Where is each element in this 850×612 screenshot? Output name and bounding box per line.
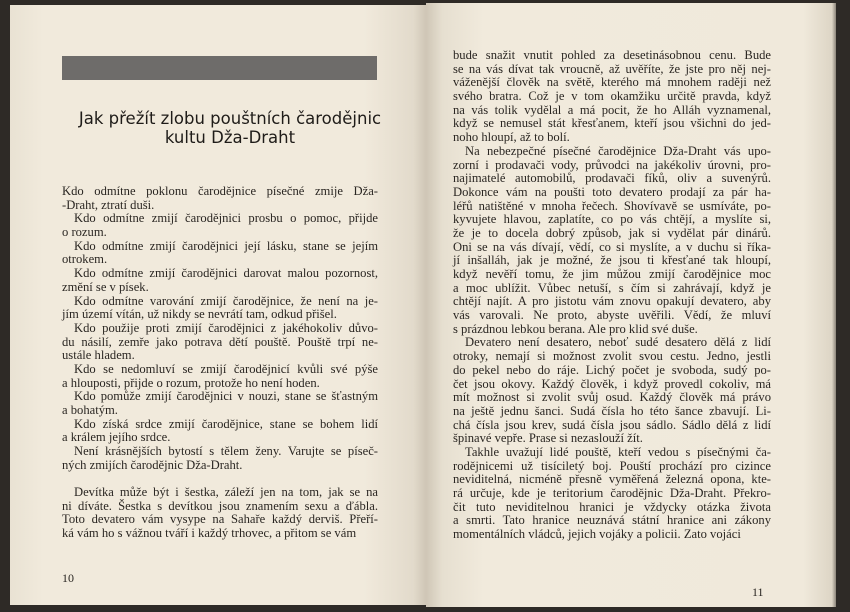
text-line: du násilí, zemře jako potrava dětí pouště. Pouště trpí ne- bbox=[62, 334, 378, 349]
text-line: kyvujete hlavou, zaplatíte, co po vás chtějí, a myslíte si, bbox=[453, 212, 771, 227]
text-line: Dokonce vám na poušti toto devatero prodají za pár ha- bbox=[453, 184, 771, 199]
page-number-right: 11 bbox=[752, 585, 764, 599]
paragraph bbox=[453, 336, 771, 446]
paragraph bbox=[62, 295, 378, 322]
text-line: Kdo odmítne zmijí čarodějnici darovat malou pozornost, bbox=[74, 266, 378, 281]
text-line: neviditelná, nicméně přesně vyměřená železná opona, kte- bbox=[453, 472, 771, 487]
text-line: Kdo odmítne zmijí čarodějnici její lásku, stane se jejím bbox=[74, 238, 378, 253]
text-line: do pekel nebo do ráje. Lichý počet je svoboda, sudý po- bbox=[453, 362, 771, 377]
chapter-title-line: Jak přežít zlobu pouštních čarodějnic bbox=[78, 109, 382, 128]
text-line: Kdo použije proti zmijí čarodějnici z jakéhokoliv důvo- bbox=[74, 320, 378, 335]
text-line: otroky, nemají si možnost zvolit svou cestu. Jedno, jestli bbox=[453, 349, 771, 364]
text-line: když se nemusel stát křesťanem, kteří jsou všichni do jed- bbox=[453, 116, 771, 131]
text-line: bude snažit vnutit pohled za desetinásobnou cenu. Bude bbox=[453, 48, 771, 62]
paragraph bbox=[62, 390, 378, 417]
right-body-text bbox=[453, 49, 771, 542]
text-line: Devatero není desatero, neboť sudé desatero dělá z lidí bbox=[465, 335, 771, 350]
paragraph bbox=[62, 445, 378, 472]
text-line: s prázdnou lebkou berana. Ale pro klid své duše. bbox=[453, 321, 698, 336]
page-number-left: 10 bbox=[62, 571, 74, 585]
text-line: léřů natištěné v mnoha řečech. Shovívavě se usmíváte, po- bbox=[453, 198, 771, 213]
text-line: když nevěří tomu, že jim můžou zmijí čarodějnice moc bbox=[453, 267, 771, 281]
paragraph bbox=[62, 240, 378, 267]
paragraph bbox=[453, 446, 771, 542]
text-line: chá čísla jsou krev, sudá čísla jsou sádlo. Sádlo dělá z lidí bbox=[453, 417, 771, 432]
paragraph bbox=[62, 486, 378, 541]
paragraph bbox=[62, 267, 378, 294]
text-line: najimatelé automobilů, prodavači fíků, oliv a suvenýrů. bbox=[453, 171, 771, 186]
text-line: ká vám ho s vážnou tváří i každý trhovec, a přitom se vám bbox=[62, 526, 357, 541]
text-line: Není krásnějších bytostí s tělem ženy. Varujte se píseč- bbox=[74, 444, 378, 459]
text-line: ných zmijích čarodějnic Dža-Draht. bbox=[62, 457, 243, 472]
text-line: a králem jejího srdce. bbox=[62, 430, 171, 445]
left-body-text-2 bbox=[62, 486, 378, 541]
text-line: na ještě jednu šanci. Sudá čísla ho této šance zbavují. Li- bbox=[453, 403, 771, 418]
text-line: momentálních vládců, jejich vojáky a policii. Zato vojáci bbox=[453, 527, 741, 542]
chapter-title-line: kultu Dža-Draht bbox=[164, 128, 296, 147]
text-line: Devítka může být i šestka, záleží jen na tom, jak se na bbox=[74, 485, 378, 499]
text-line: rá určuje, kde je teritorium čarodějnic Dža-Draht. Překro- bbox=[453, 486, 771, 500]
text-line: že je to docela dobrý způsob, jak si vydělat pár dinárů. bbox=[453, 225, 771, 240]
text-line: zorní i prodavači vody, průvodci na jakékoliv úrovni, pro- bbox=[453, 157, 771, 172]
text-line: jím území vítán, už nikdy se nevrátí tam, odkud přišel. bbox=[62, 307, 337, 322]
left-page bbox=[10, 5, 426, 605]
chapter-title bbox=[50, 109, 410, 147]
text-line: ustále hladem. bbox=[62, 348, 135, 363]
text-line: ni díváte. Šestka s devítkou jsou znamením sexu a ďábla. bbox=[62, 498, 378, 513]
text-line: Takhle uvažují lidé pouště, kteří vedou s písečnými ča- bbox=[465, 444, 771, 459]
right-page bbox=[426, 3, 836, 607]
paragraph bbox=[62, 418, 378, 445]
paragraph bbox=[62, 185, 378, 212]
text-line: Kdo odmítne poklonu čarodějnice písečné zmije Dža- bbox=[62, 184, 378, 198]
left-body-text bbox=[62, 185, 378, 472]
text-line: Kdo odmítne varování zmijí čarodějnice, že není na je- bbox=[74, 293, 378, 308]
text-line: váženější člověk na světě, kterého má mnohem raději než bbox=[453, 75, 771, 90]
text-line: o rozum. bbox=[62, 225, 107, 240]
paragraph bbox=[62, 322, 378, 363]
text-line: Toto devatero vám vysype na Sahaře každý derviš. Přeří- bbox=[62, 512, 378, 527]
paragraph bbox=[62, 212, 378, 239]
text-line: vás varovali. Ne proto, abyste uvěřili. Vědí, že mluví bbox=[453, 308, 771, 323]
text-line: čet jsou okovy. Každý člověk, i když provedl cokoliv, má bbox=[453, 376, 771, 391]
text-line: rodějnicemi už tisíciletý boj. Pouští prochází pro cizince bbox=[453, 458, 771, 473]
chapter-header-bar bbox=[62, 56, 377, 80]
text-line: Kdo se nedomluví se zmijí čarodějnicí kvůli své pýše bbox=[74, 361, 378, 376]
text-line: a moc ublížit. Vůbec netuší, s čím si zahrávají, když je bbox=[453, 280, 771, 295]
text-line: Na nebezpečné písečné čarodějnice Dža-Draht vás upo- bbox=[465, 143, 771, 158]
text-line: otrokem. bbox=[62, 252, 108, 267]
text-line: na vás tolik vydělal a má pocit, že ho Alláh vyznamenal, bbox=[453, 102, 771, 117]
text-line: změní se v písek. bbox=[62, 279, 149, 294]
text-line: Oni se na vás dívají, vědí, co si myslíte, a v duchu si říka- bbox=[453, 239, 771, 254]
text-line: špinavé vepře. Prase si nezaslouží žít. bbox=[453, 431, 643, 446]
text-line: Kdo odmítne zmijí čarodějnici prosbu o pomoc, přijde bbox=[74, 211, 378, 226]
text-line: svého bratra. Což je v tom okamžiku určitě pravda, když bbox=[453, 89, 771, 104]
paragraph bbox=[453, 49, 771, 145]
text-line: chtějí najít. A pro jistotu vám znovu opakují devatero, aby bbox=[453, 294, 771, 309]
text-line: a smrti. Tato hranice neuznává státní hranice ani zákony bbox=[453, 513, 771, 528]
paragraph bbox=[453, 145, 771, 337]
paragraph bbox=[62, 363, 378, 390]
text-line: a bohatým. bbox=[62, 403, 118, 417]
text-line: noho hloupí, až to bolí. bbox=[453, 130, 570, 145]
text-line: jí inšalláh, jak je možné, že jsou ti křesťané tak hloupí, bbox=[453, 253, 771, 268]
text-line: -Draht, ztratí duši. bbox=[62, 197, 155, 212]
text-line: Kdo pomůže zmijí čarodějnici v nouzi, stane se šťastným bbox=[74, 389, 378, 404]
text-line: se na vás dívat tak vroucně, až uvěříte, že jste pro něj nej- bbox=[453, 61, 771, 76]
text-line: a hlouposti, přijde o rozum, protože ho není hoden. bbox=[62, 375, 320, 390]
text-line: mít možnost si zvolit svůj osud. Každý člověk má právo bbox=[453, 390, 771, 405]
text-line: čit tuto neviditelnou hranici je vždycky otázka života bbox=[453, 499, 771, 514]
text-line: Kdo získá srdce zmijí čarodějnice, stane se bohem lidí bbox=[74, 416, 378, 431]
